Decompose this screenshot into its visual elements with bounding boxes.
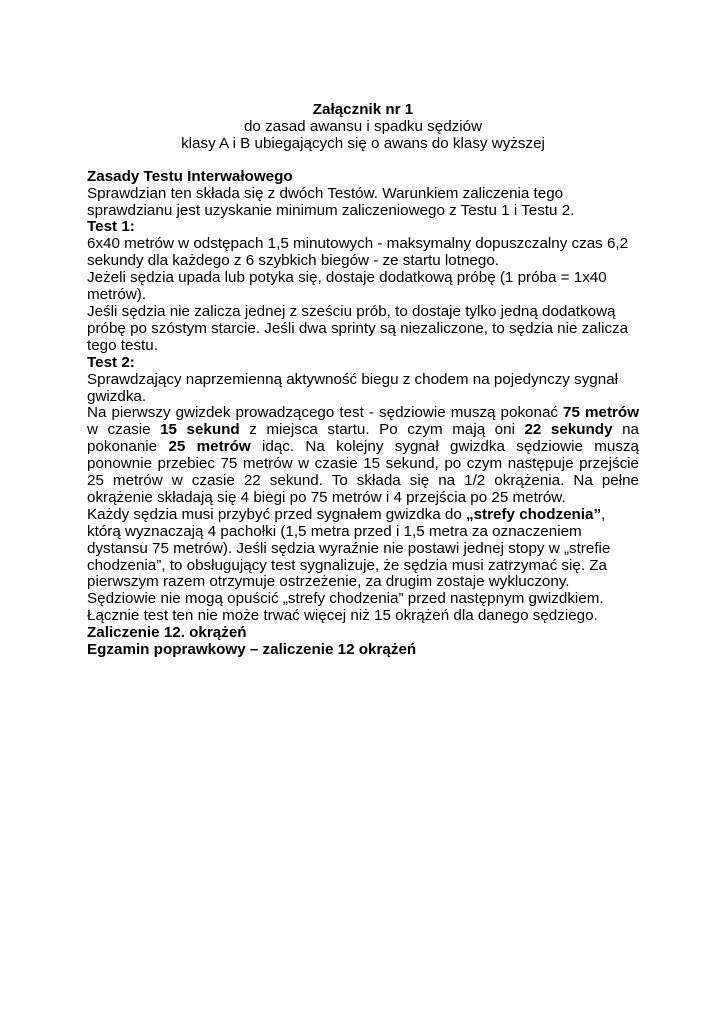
intro-paragraph: Sprawdzian ten składa się z dwóch Testów. Warunkiem zaliczenia tego sprawdzianu jest uzyskanie minimum zaliczeniowego z Testu 1 i Testu 2. — [87, 184, 575, 219]
text-run: Każdy sędzia musi przybyć przed sygnałem gwizdka do — [87, 505, 467, 523]
header-subtitle-1: do zasad awansu i spadku sędziów — [243, 117, 483, 135]
document-header — [87, 102, 639, 153]
bold-run: 25 metrów — [168, 438, 251, 456]
header-subtitle-2: klasy A i B ubiegających się o awans do klasy wyższej — [181, 134, 545, 152]
test1-paragraph-1: 6x40 metrów w odstępach 1,5 minutowych - maksymalny dopuszczalny czas 6,2 sekundy dla każdego z 6 szybkich biegów - ze startu lotnego. — [87, 235, 629, 270]
document-page — [87, 102, 639, 659]
test1-paragraph-2: Jeżeli sędzia upada lub potyka się, dostaje dodatkową próbę (1 próba = 1x40 metrów). — [87, 269, 607, 304]
text-run: w czasie — [87, 421, 161, 439]
bold-run: 22 sekundy — [524, 421, 613, 439]
pass-criterion: Zaliczenie 12. okrążeń — [87, 624, 247, 642]
text-run: z miejsca startu. Po czym mają oni — [239, 421, 525, 439]
test2-paragraph-3 — [87, 507, 639, 592]
test1-paragraph-3: Jeśli sędzia nie zalicza jednej z sześciu prób, to dostaje tylko jedną dodatkową próbę po szóstym starcie. Jeśli dwa sprinty są niezaliczone, to sędzia nie zalicza tego testu. — [87, 302, 629, 354]
test2-paragraph-2 — [87, 405, 639, 506]
test2-paragraph-1: Sprawdzający naprzemienną aktywność biegu z chodem na pojedynczy sygnał gwizdka. — [87, 370, 619, 405]
test2-heading: Test 2: — [87, 353, 135, 371]
retake-criterion: Egzamin poprawkowy – zaliczenie 12 okrążeń — [87, 641, 417, 659]
text-run: , którą wyznaczają 4 pachołki (1,5 metra przed i 1,5 metra za oznaczeniem dystansu 75 metrów). Jeśli sędzia wyraźnie nie postawi jednej stopy w „strefie chodzenia”, to obsługujący test sygnalizuje, że sędzia musi zatrzymać się. Za pierwszym razem otrzymuje ostrzeżenie, za drugim zostaje wykluczony. — [87, 505, 611, 591]
bold-run: „strefy chodzenia” — [466, 505, 602, 523]
text-run: na pokonanie — [87, 421, 639, 456]
test2-paragraph-5: Łącznie test ten nie może trwać więcej niż 15 okrążeń dla danego sędziego. — [87, 607, 598, 625]
bold-run: 75 metrów — [563, 404, 640, 422]
text-run: Na pierwszy gwizdek prowadzącego test - sędziowie muszą pokonać — [87, 404, 564, 422]
annex-title: Załącznik nr 1 — [312, 101, 414, 118]
bold-run: 15 sekund — [160, 421, 240, 439]
section-title: Zasady Testu Interwałowego — [87, 167, 293, 185]
text-run: idąc. Na kolejny sygnał gwizdka sędziowie muszą ponownie przebiec 75 metrów w czasie 15 sekund, po czym następuje przejście 25 metrów w czasie 22 sekund. To składa się na 1/2 okrążenia. Na pełne okrążenie składają się 4 biegi po 75 metrów i 4 przejścia po 25 metrów. — [87, 438, 639, 506]
test1-heading: Test 1: — [87, 218, 135, 236]
test2-paragraph-4: Sędziowie nie mogą opuścić „strefy chodzenia” przed następnym gwizdkiem. — [87, 590, 604, 608]
